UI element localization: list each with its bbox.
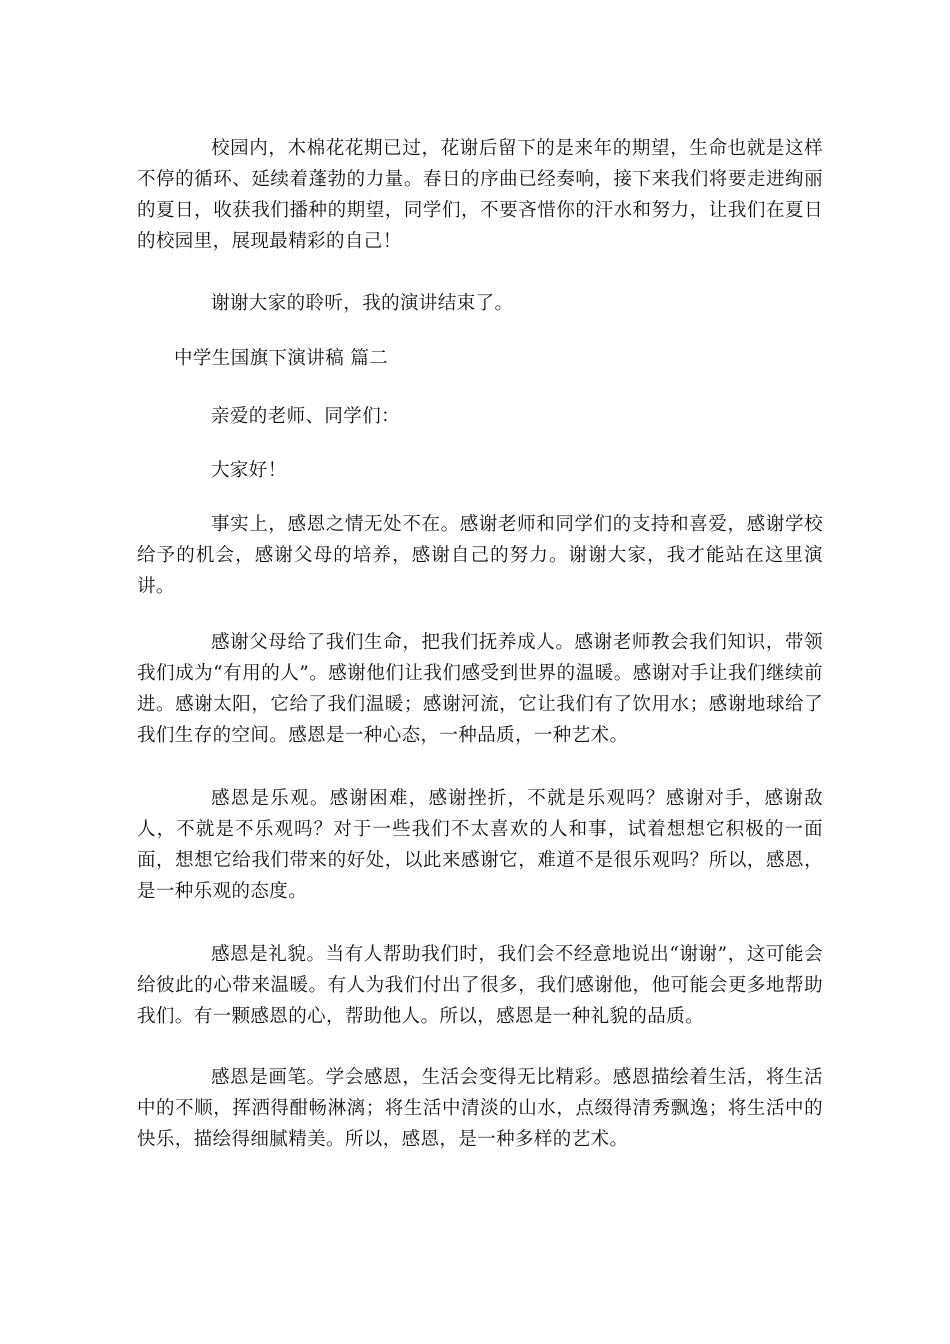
paragraph-thanks-listening: 谢谢大家的聆听，我的演讲结束了。	[211, 293, 514, 314]
paragraph-greeting: 大家好！	[211, 460, 287, 481]
paragraph-thank-parents: 感谢父母给了我们生命，把我们抚养成人。感谢老师教会我们知识，带领我们成为“有用的人”。感谢他们让我们感受到世界的温暖。感谢对手让我们继续前进。感谢太阳，它给了我们温暖；感谢河流，它让我们有了饮用水；感谢地球给了我们生存的空间。感恩是一种心态，一种品质，一种艺术。	[137, 632, 823, 746]
paragraph-salutation: 亲爱的老师、同学们：	[211, 406, 401, 427]
paragraph-gratitude-brush: 感恩是画笔。学会感恩，生活会变得无比精彩。感恩描绘着生活，将生活中的不顺，挥洒得酣畅淋漓；将生活中清淡的山水，点缀得清秀飘逸；将生活中的快乐，描绘得细腻精美。所以，感恩，是一种多样的艺术。	[137, 1067, 823, 1150]
paragraph-gratitude-politeness: 感恩是礼貌。当有人帮助我们时，我们会不经意地说出“谢谢”，这可能会给彼此的心带来温暖。有人为我们付出了很多，我们感谢他，他可能会更多地帮助我们。有一颗感恩的心，帮助他人。所以，感恩是一种礼貌的品质。	[137, 944, 823, 1027]
section-title: 中学生国旗下演讲稿 篇二	[174, 348, 389, 369]
paragraph-campus-closing: 校园内，木棉花花期已过，花谢后留下的是来年的期望，生命也就是这样不停的循环、延续着蓬勃的力量。春日的序曲已经奏响，接下来我们将要走进绚丽的夏日，收获我们播种的期望，同学们，不要吝惜你的汗水和努力，让我们在夏日的校园里，展现最精彩的自己！	[137, 138, 823, 252]
paragraph-gratitude-optimism: 感恩是乐观。感谢困难，感谢挫折，不就是乐观吗？感谢对手，感谢敌人，不就是不乐观吗？对于一些我们不太喜欢的人和事，试着想想它积极的一面面，想想它给我们带来的好处，以此来感谢它，难道不是很乐观吗？所以，感恩，是一种乐观的态度。	[137, 788, 823, 902]
paragraph-gratitude-everywhere: 事实上，感恩之情无处不在。感谢老师和同学们的支持和喜爱，感谢学校给予的机会，感谢父母的培养，感谢自己的努力。谢谢大家，我才能站在这里演讲。	[137, 514, 823, 597]
